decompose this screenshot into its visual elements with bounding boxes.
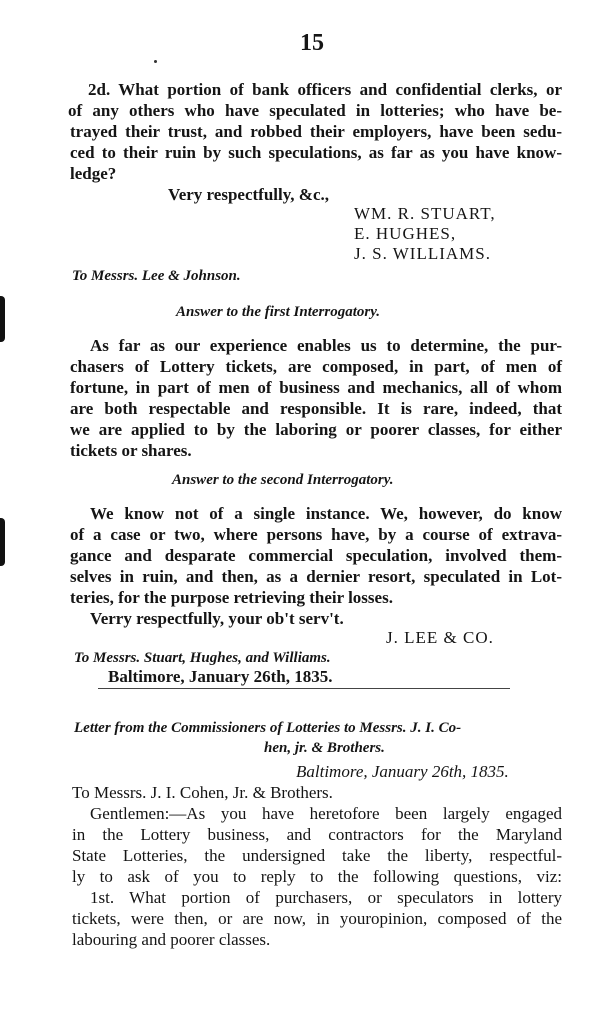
body-line: gance and desparate commercial speculation, involved them- bbox=[70, 546, 562, 565]
dateline: Baltimore, January 26th, 1835. bbox=[296, 762, 509, 781]
body-line: ledge? bbox=[70, 164, 117, 183]
body-line: labouring and poorer classes. bbox=[72, 930, 271, 949]
signature-line: J. LEE & CO. bbox=[386, 628, 494, 647]
addressee-line: To Messrs. Lee & Johnson. bbox=[72, 268, 241, 284]
body-line: tickets or shares. bbox=[70, 441, 192, 460]
signature-line: WM. R. STUART, bbox=[354, 204, 496, 223]
page-number: 15 bbox=[300, 30, 324, 56]
body-line: in the Lottery business, and contractors for the Maryland bbox=[72, 825, 562, 844]
section-heading: Answer to the first Interrogatory. bbox=[176, 304, 381, 320]
body-line: chasers of Lottery tickets, are composed, in part, of men of bbox=[70, 357, 562, 376]
body-line: we are applied to by the laboring or poorer classes, for either bbox=[70, 420, 562, 439]
body-line: selves in ruin, and then, as a dernier resort, speculated in Lot- bbox=[70, 567, 562, 586]
body-line: tickets, were then, or are now, in youropinion, composed of the bbox=[72, 909, 562, 928]
body-line: ly to ask of you to reply to the following questions, viz: bbox=[72, 867, 562, 886]
signature-line: E. HUGHES, bbox=[354, 224, 457, 243]
letter-heading: hen, jr. & Brothers. bbox=[264, 740, 385, 756]
letter-heading: Letter from the Commissioners of Lotteries to Messrs. J. I. Co- bbox=[74, 720, 462, 736]
addressee-line: To Messrs. J. I. Cohen, Jr. & Brothers. bbox=[72, 783, 333, 802]
body-line: 1st. What portion of purchasers, or speculators in lottery bbox=[90, 888, 562, 907]
body-line: Gentlemen:—As you have heretofore been largely engaged bbox=[90, 804, 562, 823]
addressee-line: To Messrs. Stuart, Hughes, and Williams. bbox=[74, 650, 331, 666]
body-line: fortune, in part of men of business and mechanics, all of whom bbox=[70, 378, 562, 397]
ink-speck bbox=[154, 60, 157, 63]
closing-salutation: Very respectfully, &c., bbox=[168, 185, 329, 204]
body-line: are both respectable and responsible. It is rare, indeed, that bbox=[70, 399, 562, 418]
body-line: of a case or two, where persons have, by a course of extrava- bbox=[70, 525, 562, 544]
body-line: As far as our experience enables us to determine, the pur- bbox=[90, 336, 562, 355]
body-line: of any others who have speculated in lotteries; who have be- bbox=[68, 101, 562, 120]
body-line: teries, for the purpose retrieving their losses. bbox=[70, 588, 393, 607]
signature-line: J. S. WILLIAMS. bbox=[354, 244, 491, 263]
section-heading: Answer to the second Interrogatory. bbox=[172, 472, 394, 488]
binding-shadow-mark bbox=[0, 518, 5, 566]
dateline: Baltimore, January 26th, 1835. bbox=[108, 667, 333, 686]
body-line: trayed their trust, and robbed their employers, have been sedu- bbox=[70, 122, 562, 141]
closing-salutation: Verry respectfully, your ob't serv't. bbox=[90, 609, 344, 628]
body-line: 2d. What portion of bank officers and confidential clerks, or bbox=[88, 80, 562, 99]
binding-shadow-mark bbox=[0, 296, 5, 342]
body-line: We know not of a single instance. We, however, do know bbox=[90, 504, 562, 523]
body-line: ced to their ruin by such speculations, as far as you have know- bbox=[70, 143, 562, 162]
section-divider bbox=[98, 688, 510, 689]
body-line: State Lotteries, the undersigned take the liberty, respectful- bbox=[72, 846, 562, 865]
